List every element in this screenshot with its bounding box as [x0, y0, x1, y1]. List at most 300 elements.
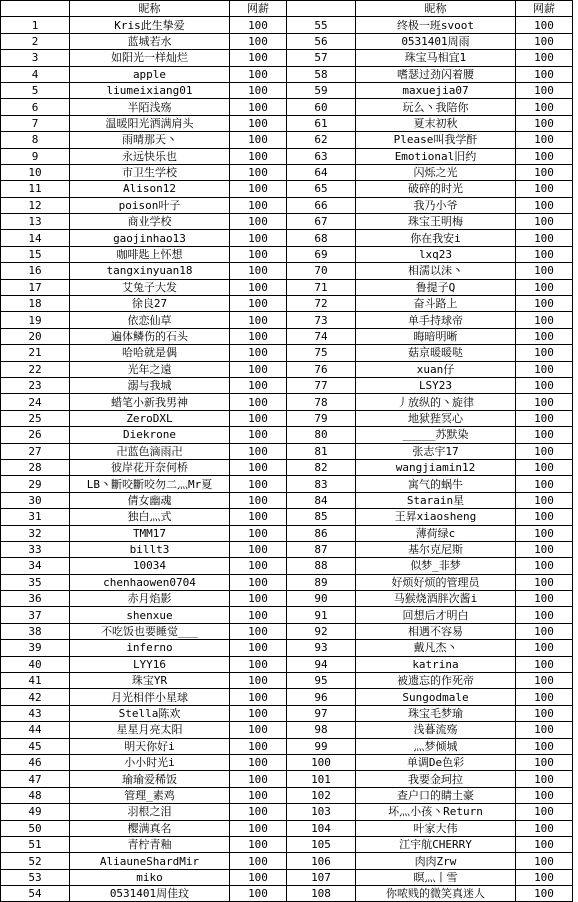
nickname-cell: LSY23	[356, 377, 516, 393]
row-index-cell: 92	[287, 623, 356, 639]
nickname-cell: wangjiamin12	[356, 459, 516, 475]
row-index-cell: 4	[1, 66, 70, 82]
salary-cell: 100	[230, 377, 287, 393]
salary-cell: 100	[516, 427, 573, 443]
nickname-cell: 晦暗明晰	[356, 328, 516, 344]
row-index-cell: 68	[287, 230, 356, 246]
nickname-cell: 嗜瑟过劲闪着腰	[356, 66, 516, 82]
nickname-cell: shenxue	[70, 607, 230, 623]
nickname-cell: 戴凡杰丶	[356, 640, 516, 656]
row-index-cell: 67	[287, 214, 356, 230]
row-index-cell: 53	[1, 869, 70, 885]
nickname-cell: apple	[70, 66, 230, 82]
table-row	[1, 836, 573, 852]
salary-cell: 100	[516, 541, 573, 557]
nickname-cell: 我要金珂拉	[356, 771, 516, 787]
salary-cell: 100	[516, 279, 573, 295]
row-index-cell: 5	[1, 82, 70, 98]
table-row	[1, 99, 573, 115]
nickname-cell: 彼岸花开奈何桥	[70, 459, 230, 475]
nickname-cell: 玩么丶我陪你	[356, 99, 516, 115]
header-nickname-left: 昵称	[70, 1, 230, 17]
nickname-cell: 基尔克尼斯	[356, 541, 516, 557]
salary-cell: 100	[230, 689, 287, 705]
row-index-cell: 34	[1, 558, 70, 574]
salary-cell: 100	[516, 574, 573, 590]
row-index-cell: 64	[287, 164, 356, 180]
nickname-cell: 你哝贱的微笑真迷人	[356, 886, 516, 902]
salary-cell: 100	[516, 623, 573, 639]
salary-cell: 100	[230, 492, 287, 508]
row-index-cell: 52	[1, 853, 70, 869]
nickname-cell: tangxinyuan18	[70, 263, 230, 279]
salary-cell: 100	[230, 66, 287, 82]
nickname-cell: 蓝城若水	[70, 33, 230, 49]
nickname-cell: 0531401周雨	[356, 33, 516, 49]
salary-cell: 100	[230, 164, 287, 180]
nickname-cell: 王昇xiaosheng	[356, 509, 516, 525]
row-index-cell: 59	[287, 82, 356, 98]
nickname-cell: LYY16	[70, 656, 230, 672]
salary-cell: 100	[516, 214, 573, 230]
nickname-cell: _____苏默染	[356, 427, 516, 443]
nickname-cell: ZeroDXL	[70, 410, 230, 426]
salary-cell: 100	[230, 312, 287, 328]
nickname-cell: 不吃饭也要睡觉___	[70, 623, 230, 639]
header-salary-right: 网薪	[516, 1, 573, 17]
salary-cell: 100	[230, 476, 287, 492]
nickname-cell: 浅暮流殇	[356, 722, 516, 738]
table-row	[1, 509, 573, 525]
salary-cell: 100	[230, 279, 287, 295]
nickname-cell: billt3	[70, 541, 230, 557]
salary-cell: 100	[230, 541, 287, 557]
row-index-cell: 58	[287, 66, 356, 82]
nickname-cell: 小小时光i	[70, 754, 230, 770]
table-row	[1, 50, 573, 66]
nickname-cell: lxq23	[356, 246, 516, 262]
row-index-cell: 56	[287, 33, 356, 49]
row-index-cell: 98	[287, 722, 356, 738]
row-index-cell: 101	[287, 771, 356, 787]
nickname-cell: 被遗忘的作死帝	[356, 673, 516, 689]
row-index-cell: 54	[1, 886, 70, 902]
nickname-cell: Please叫我学酐	[356, 132, 516, 148]
salary-cell: 100	[230, 328, 287, 344]
salary-cell: 100	[516, 181, 573, 197]
table-row	[1, 820, 573, 836]
salary-cell: 100	[516, 312, 573, 328]
table-row	[1, 656, 573, 672]
nickname-cell: 叶家大伟	[356, 820, 516, 836]
salary-cell: 100	[230, 197, 287, 213]
row-index-cell: 39	[1, 640, 70, 656]
nickname-cell: 奋斗路上	[356, 296, 516, 312]
salary-cell: 100	[516, 836, 573, 852]
row-index-cell: 84	[287, 492, 356, 508]
nickname-cell: 月光相伴小星球	[70, 689, 230, 705]
row-index-cell: 81	[287, 443, 356, 459]
row-index-cell: 50	[1, 820, 70, 836]
table-row	[1, 312, 573, 328]
salary-cell: 100	[516, 869, 573, 885]
table-row	[1, 427, 573, 443]
table-row	[1, 459, 573, 475]
nickname-cell: 蜡笔小新我男神	[70, 394, 230, 410]
table-row	[1, 296, 573, 312]
nickname-cell: 珠宝王明梅	[356, 214, 516, 230]
table-row	[1, 230, 573, 246]
salary-cell: 100	[516, 509, 573, 525]
row-index-cell: 75	[287, 345, 356, 361]
row-index-cell: 107	[287, 869, 356, 885]
table-row	[1, 869, 573, 885]
salary-cell: 100	[230, 33, 287, 49]
nickname-cell: 羽根之泪	[70, 804, 230, 820]
row-index-cell: 47	[1, 771, 70, 787]
row-index-cell: 51	[1, 836, 70, 852]
salary-cell: 100	[516, 345, 573, 361]
row-index-cell: 49	[1, 804, 70, 820]
salary-cell: 100	[516, 230, 573, 246]
nickname-cell: 破碎的时光	[356, 181, 516, 197]
table-row	[1, 345, 573, 361]
nickname-cell: Alison12	[70, 181, 230, 197]
salary-cell: 100	[516, 82, 573, 98]
row-index-cell: 77	[287, 377, 356, 393]
row-index-cell: 105	[287, 836, 356, 852]
nickname-cell: liumeixiang01	[70, 82, 230, 98]
row-index-cell: 24	[1, 394, 70, 410]
nickname-cell: 温暖阳光洒满肩头	[70, 115, 230, 131]
table-row	[1, 623, 573, 639]
row-index-cell: 16	[1, 263, 70, 279]
nickname-cell: 赤月焰影	[70, 591, 230, 607]
row-index-cell: 37	[1, 607, 70, 623]
salary-cell: 100	[230, 656, 287, 672]
row-index-cell: 104	[287, 820, 356, 836]
salary-cell: 100	[230, 886, 287, 902]
row-index-cell: 42	[1, 689, 70, 705]
nickname-cell: 似梦_非梦	[356, 558, 516, 574]
row-index-cell: 83	[287, 476, 356, 492]
nickname-cell: Emotional旧约	[356, 148, 516, 164]
nickname-cell: 星星月亮太阳	[70, 722, 230, 738]
salary-cell: 100	[516, 820, 573, 836]
row-index-cell: 29	[1, 476, 70, 492]
nickname-cell: 商业学校	[70, 214, 230, 230]
table-row	[1, 525, 573, 541]
salary-cell: 100	[230, 181, 287, 197]
salary-cell: 100	[230, 820, 287, 836]
salary-cell: 100	[230, 361, 287, 377]
salary-cell: 100	[230, 427, 287, 443]
table-row	[1, 886, 573, 902]
row-index-cell: 3	[1, 50, 70, 66]
nickname-cell: 哈哈就是偶	[70, 345, 230, 361]
table-row	[1, 263, 573, 279]
nickname-cell: xuan仔	[356, 361, 516, 377]
row-index-cell: 17	[1, 279, 70, 295]
row-index-cell: 76	[287, 361, 356, 377]
row-index-cell: 13	[1, 214, 70, 230]
row-index-cell: 14	[1, 230, 70, 246]
nickname-cell: TMM17	[70, 525, 230, 541]
table-row	[1, 377, 573, 393]
nickname-cell: miko	[70, 869, 230, 885]
row-index-cell: 36	[1, 591, 70, 607]
table-row	[1, 82, 573, 98]
nickname-cell: 樱满真名	[70, 820, 230, 836]
table-row	[1, 574, 573, 590]
salary-cell: 100	[516, 443, 573, 459]
salary-cell: 100	[230, 509, 287, 525]
table-row	[1, 607, 573, 623]
salary-cell: 100	[516, 328, 573, 344]
salary-cell: 100	[230, 673, 287, 689]
table-row	[1, 246, 573, 262]
nickname-cell: gaojinhao13	[70, 230, 230, 246]
nickname-cell: 明天你好i	[70, 738, 230, 754]
salary-cell: 100	[516, 738, 573, 754]
table-row	[1, 705, 573, 721]
table-row	[1, 443, 573, 459]
header-nickname-right: 昵称	[356, 1, 516, 17]
nickname-cell: maxuejia07	[356, 82, 516, 98]
row-index-cell: 65	[287, 181, 356, 197]
salary-cell: 100	[516, 50, 573, 66]
row-index-cell: 22	[1, 361, 70, 377]
table-row	[1, 476, 573, 492]
row-index-cell: 80	[287, 427, 356, 443]
nickname-cell: 瑜瑜爱稀饭	[70, 771, 230, 787]
table-row	[1, 771, 573, 787]
nickname-cell: 光年之遠	[70, 361, 230, 377]
salary-cell: 100	[230, 296, 287, 312]
nickname-cell: 0531401周佳玟	[70, 886, 230, 902]
salary-cell: 100	[230, 443, 287, 459]
salary-cell: 100	[230, 246, 287, 262]
row-index-cell: 9	[1, 148, 70, 164]
nickname-cell: 暝灬丨雪	[356, 869, 516, 885]
table-row	[1, 541, 573, 557]
salary-cell: 100	[230, 214, 287, 230]
table-row	[1, 132, 573, 148]
salary-cell: 100	[516, 246, 573, 262]
row-index-cell: 106	[287, 853, 356, 869]
salary-cell: 100	[230, 132, 287, 148]
salary-cell: 100	[516, 377, 573, 393]
nickname-cell: 珠宝马相宜1	[356, 50, 516, 66]
salary-cell: 100	[230, 738, 287, 754]
nickname-cell: Sungodmale	[356, 689, 516, 705]
table-row	[1, 738, 573, 754]
nickname-cell: 遍体鳞伤的石头	[70, 328, 230, 344]
nickname-cell: 市卫生学校	[70, 164, 230, 180]
table-row	[1, 591, 573, 607]
row-index-cell: 28	[1, 459, 70, 475]
row-index-cell: 43	[1, 705, 70, 721]
nickname-cell: katrina	[356, 656, 516, 672]
row-index-cell: 2	[1, 33, 70, 49]
nickname-cell: 坏灬小孩丶Return	[356, 804, 516, 820]
row-index-cell: 20	[1, 328, 70, 344]
nickname-cell: 丿放纵的丶旋律	[356, 394, 516, 410]
salary-cell: 100	[516, 476, 573, 492]
salary-cell: 100	[230, 410, 287, 426]
table-row	[1, 115, 573, 131]
salary-cell: 100	[230, 754, 287, 770]
salary-cell: 100	[230, 263, 287, 279]
row-index-cell: 87	[287, 541, 356, 557]
salary-cell: 100	[516, 263, 573, 279]
nickname-cell: Starain星	[356, 492, 516, 508]
nickname-cell: 永远快乐也	[70, 148, 230, 164]
salary-cell: 100	[230, 459, 287, 475]
salary-cell: 100	[516, 296, 573, 312]
row-index-cell: 46	[1, 754, 70, 770]
salary-cell: 100	[230, 115, 287, 131]
row-index-cell: 86	[287, 525, 356, 541]
table-row	[1, 328, 573, 344]
row-index-cell: 96	[287, 689, 356, 705]
nickname-cell: 寓气的蜗牛	[356, 476, 516, 492]
header-index-right	[287, 1, 356, 17]
salary-cell: 100	[230, 82, 287, 98]
row-index-cell: 19	[1, 312, 70, 328]
salary-cell: 100	[230, 705, 287, 721]
nickname-cell: 半陌浅殇	[70, 99, 230, 115]
row-index-cell: 85	[287, 509, 356, 525]
table-row	[1, 181, 573, 197]
salary-cell: 100	[516, 591, 573, 607]
table-row	[1, 689, 573, 705]
salary-cell: 100	[516, 689, 573, 705]
nickname-cell: 溺与我城	[70, 377, 230, 393]
nickname-cell: 夏末初秋	[356, 115, 516, 131]
nickname-cell: 卍蓝色滴雨卍	[70, 443, 230, 459]
nickname-cell: 好烦好烦的管理员	[356, 574, 516, 590]
salary-cell: 100	[516, 492, 573, 508]
salary-cell: 100	[516, 853, 573, 869]
row-index-cell: 41	[1, 673, 70, 689]
row-index-cell: 6	[1, 99, 70, 115]
nickname-cell: 我乃小爷	[356, 197, 516, 213]
row-index-cell: 66	[287, 197, 356, 213]
row-index-cell: 89	[287, 574, 356, 590]
row-index-cell: 8	[1, 132, 70, 148]
table-row	[1, 17, 573, 33]
row-index-cell: 27	[1, 443, 70, 459]
salary-cell: 100	[516, 722, 573, 738]
nickname-cell: Diekrone	[70, 427, 230, 443]
row-index-cell: 70	[287, 263, 356, 279]
salary-cell: 100	[516, 115, 573, 131]
salary-cell: 100	[230, 591, 287, 607]
row-index-cell: 93	[287, 640, 356, 656]
salary-cell: 100	[230, 836, 287, 852]
row-index-cell: 95	[287, 673, 356, 689]
row-index-cell: 102	[287, 787, 356, 803]
table-row	[1, 197, 573, 213]
row-index-cell: 57	[287, 50, 356, 66]
salary-cell: 100	[516, 656, 573, 672]
row-index-cell: 97	[287, 705, 356, 721]
salary-cell: 100	[516, 705, 573, 721]
table-row	[1, 394, 573, 410]
salary-cell: 100	[516, 771, 573, 787]
row-index-cell: 18	[1, 296, 70, 312]
row-index-cell: 31	[1, 509, 70, 525]
row-index-cell: 94	[287, 656, 356, 672]
header-index-left	[1, 1, 70, 17]
row-index-cell: 99	[287, 738, 356, 754]
salary-cell: 100	[516, 558, 573, 574]
row-index-cell: 74	[287, 328, 356, 344]
salary-cell: 100	[516, 804, 573, 820]
nickname-cell: 肉肉Zrw	[356, 853, 516, 869]
salary-cell: 100	[230, 230, 287, 246]
row-index-cell: 103	[287, 804, 356, 820]
nickname-cell: 艾兔子大发	[70, 279, 230, 295]
row-index-cell: 32	[1, 525, 70, 541]
salary-cell: 100	[230, 804, 287, 820]
salary-cell: 100	[516, 33, 573, 49]
row-index-cell: 35	[1, 574, 70, 590]
row-index-cell: 21	[1, 345, 70, 361]
nickname-cell: 查户口的睛土豪	[356, 787, 516, 803]
table-body	[1, 17, 573, 902]
row-index-cell: 25	[1, 410, 70, 426]
table-row	[1, 164, 573, 180]
table-row	[1, 214, 573, 230]
salary-cell: 100	[230, 525, 287, 541]
salary-cell: 100	[230, 50, 287, 66]
nickname-cell: 珠宝YR	[70, 673, 230, 689]
nickname-cell: 单调De色彩	[356, 754, 516, 770]
row-index-cell: 61	[287, 115, 356, 131]
nickname-cell: 10034	[70, 558, 230, 574]
row-index-cell: 82	[287, 459, 356, 475]
salary-cell: 100	[516, 164, 573, 180]
row-index-cell: 78	[287, 394, 356, 410]
salary-cell: 100	[516, 787, 573, 803]
row-index-cell: 15	[1, 246, 70, 262]
nickname-cell: 你在我安i	[356, 230, 516, 246]
nickname-cell: LB丶斷咬斷咬勿二灬Mr夏	[70, 476, 230, 492]
nickname-cell: AliauneShardMir	[70, 853, 230, 869]
salary-cell: 100	[230, 722, 287, 738]
row-index-cell: 73	[287, 312, 356, 328]
row-index-cell: 55	[287, 17, 356, 33]
table-row	[1, 492, 573, 508]
salary-cell: 100	[516, 99, 573, 115]
nickname-cell: poison叶子	[70, 197, 230, 213]
row-index-cell: 69	[287, 246, 356, 262]
nickname-cell: 江宇航CHERRY	[356, 836, 516, 852]
salary-cell: 100	[516, 132, 573, 148]
table-row	[1, 361, 573, 377]
row-index-cell: 72	[287, 296, 356, 312]
row-index-cell: 1	[1, 17, 70, 33]
table-row	[1, 787, 573, 803]
row-index-cell: 44	[1, 722, 70, 738]
salary-cell: 100	[516, 640, 573, 656]
table-row	[1, 33, 573, 49]
salary-cell: 100	[230, 99, 287, 115]
salary-cell: 100	[516, 459, 573, 475]
row-index-cell: 79	[287, 410, 356, 426]
